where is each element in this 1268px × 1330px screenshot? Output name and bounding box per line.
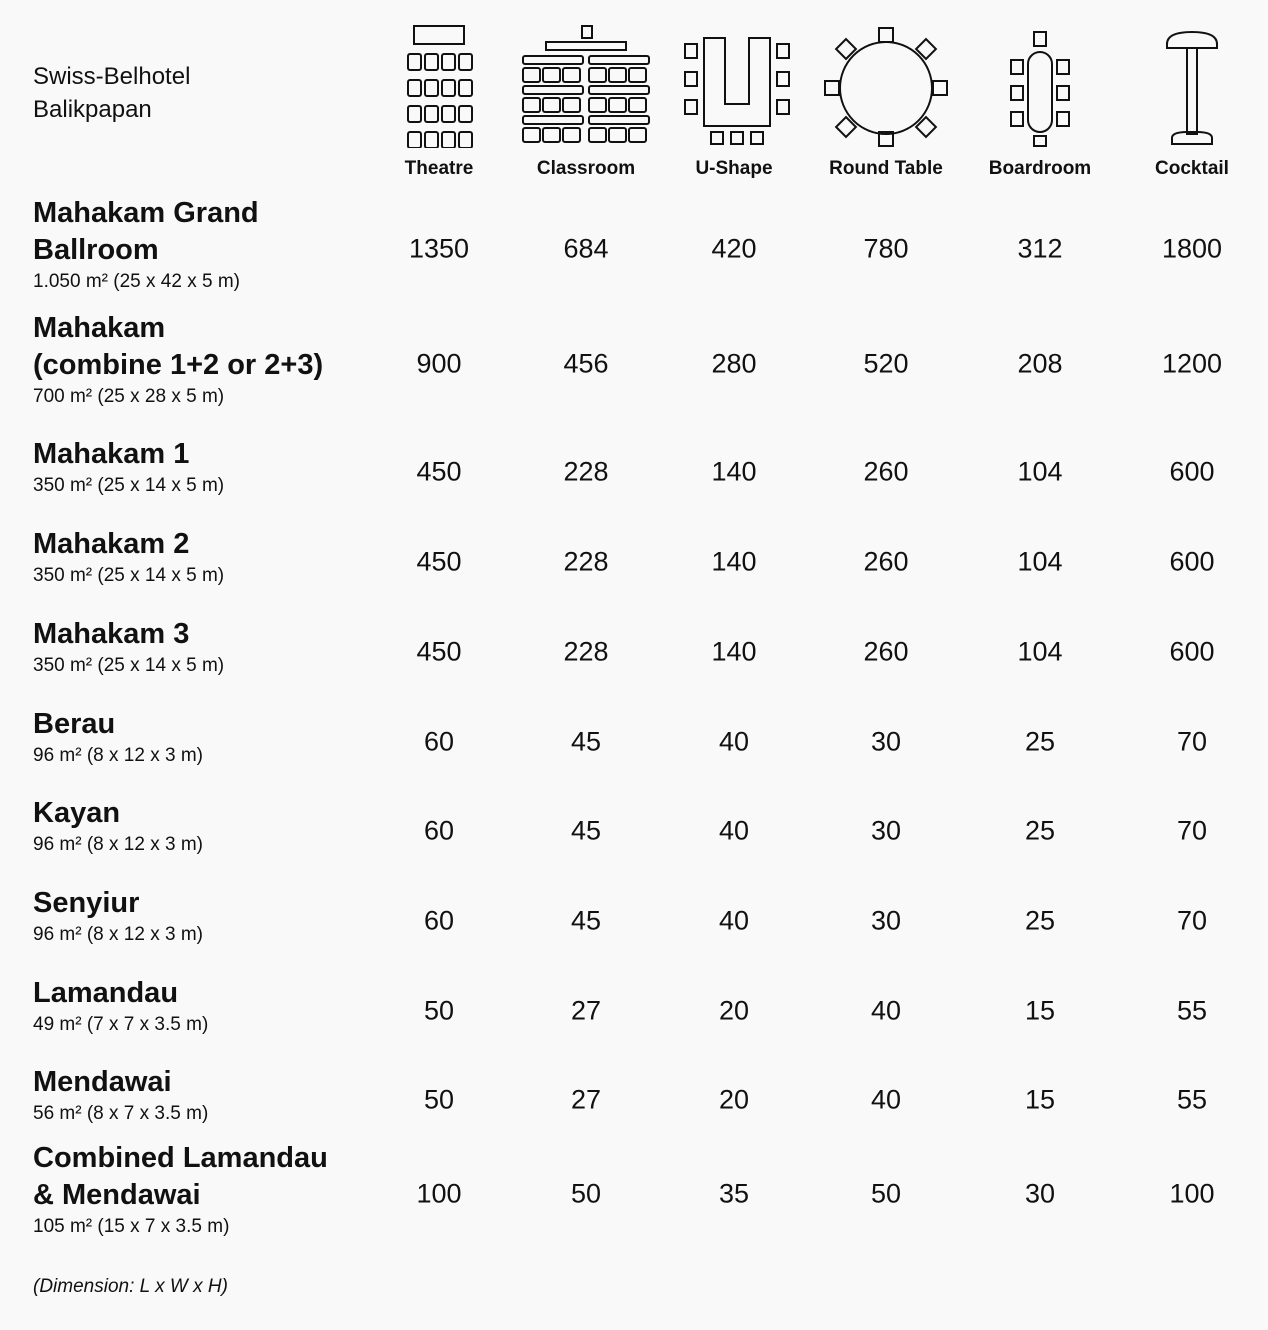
column-theatre: Theatre	[364, 24, 514, 180]
room-name-cell	[33, 616, 373, 679]
room-name-cell	[33, 526, 373, 589]
capacity-cocktail: 70	[1176, 905, 1208, 935]
room-dimensions: 96 m² (8 x 12 x 3 m)	[33, 834, 203, 855]
room-name-cell	[33, 1064, 373, 1127]
capacity-cocktail: 70	[1176, 815, 1208, 845]
hotel-name: Swiss-Belhotel Balikpapan	[33, 63, 191, 123]
room-name-cell	[33, 706, 373, 769]
capacity-boardroom: 208	[1017, 348, 1063, 379]
capacity-theatre: 100	[416, 1178, 462, 1209]
capacity-boardroom: 15	[1024, 995, 1056, 1025]
capacity-u-shape: 140	[711, 546, 757, 576]
capacity-theatre: 450	[416, 456, 462, 486]
capacity-theatre: 50	[423, 1084, 455, 1114]
room-name: Mendawai	[33, 1066, 172, 1098]
capacity-classroom: 27	[570, 995, 602, 1025]
capacity-u-shape: 140	[711, 456, 757, 486]
room-name-cell	[33, 885, 373, 948]
room-name: Mahakam 3	[33, 618, 190, 650]
capacity-boardroom: 104	[1017, 546, 1063, 576]
capacity-cocktail: 1200	[1161, 348, 1223, 379]
room-name-cell	[33, 436, 373, 499]
room-name-cell	[33, 795, 373, 858]
capacity-cocktail: 55	[1176, 995, 1208, 1025]
capacity-round-table: 40	[870, 995, 902, 1025]
capacity-theatre: 900	[416, 348, 462, 379]
capacity-cocktail: 100	[1169, 1178, 1215, 1209]
capacity-boardroom: 104	[1017, 456, 1063, 486]
capacity-round-table: 260	[863, 456, 909, 486]
capacity-cocktail: 70	[1176, 726, 1208, 756]
room-name-cell	[33, 310, 373, 410]
capacity-round-table: 30	[870, 726, 902, 756]
room-name-cell	[33, 975, 373, 1038]
room-dimensions: 350 m² (25 x 14 x 5 m)	[33, 565, 225, 586]
room-dimensions: 700 m² (25 x 28 x 5 m)	[33, 386, 225, 407]
capacity-theatre: 60	[423, 905, 455, 935]
capacity-classroom: 684	[563, 233, 609, 264]
capacity-round-table: 30	[870, 815, 902, 845]
capacity-round-table: 260	[863, 546, 909, 576]
capacity-u-shape: 140	[711, 636, 757, 666]
column-round-table: Round Table	[811, 24, 961, 180]
room-name: Mahakam Grand	[33, 197, 259, 229]
capacity-u-shape: 35	[718, 1178, 750, 1209]
capacity-classroom: 228	[563, 456, 609, 486]
capacity-classroom: 228	[563, 636, 609, 666]
capacity-classroom: 45	[570, 905, 602, 935]
capacity-u-shape: 420	[711, 233, 757, 264]
capacity-u-shape: 40	[718, 726, 750, 756]
capacity-cocktail: 55	[1176, 1084, 1208, 1114]
room-dimensions: 350 m² (25 x 14 x 5 m)	[33, 655, 225, 676]
room-name: Ballroom	[33, 234, 159, 266]
capacity-theatre: 50	[423, 995, 455, 1025]
capacity-round-table: 780	[863, 233, 909, 264]
column-u-shape: U-Shape	[659, 24, 809, 180]
room-dimensions: 350 m² (25 x 14 x 5 m)	[33, 475, 225, 496]
capacity-u-shape: 20	[718, 995, 750, 1025]
capacity-theatre: 450	[416, 636, 462, 666]
u-shape-layout-icon	[669, 24, 799, 148]
capacity-boardroom: 312	[1017, 233, 1063, 264]
capacity-boardroom: 15	[1024, 1084, 1056, 1114]
cocktail-layout-icon	[1127, 24, 1257, 148]
room-name: Mahakam 1	[33, 438, 190, 470]
capacity-round-table: 50	[870, 1178, 902, 1209]
room-name: Kayan	[33, 797, 121, 829]
room-name-cell	[33, 1140, 373, 1240]
capacity-boardroom: 25	[1024, 726, 1056, 756]
room-dimensions: 96 m² (8 x 12 x 3 m)	[33, 924, 203, 945]
capacity-classroom: 27	[570, 1084, 602, 1114]
capacity-cocktail: 600	[1169, 636, 1215, 666]
capacity-boardroom: 25	[1024, 815, 1056, 845]
capacity-cocktail: 600	[1169, 546, 1215, 576]
room-name-cell	[33, 195, 373, 295]
room-dimensions: 96 m² (8 x 12 x 3 m)	[33, 745, 203, 766]
capacity-boardroom: 104	[1017, 636, 1063, 666]
capacity-u-shape: 40	[718, 815, 750, 845]
room-name: Lamandau	[33, 977, 179, 1009]
room-dimensions: 56 m² (8 x 7 x 3.5 m)	[33, 1103, 209, 1124]
capacity-classroom: 45	[570, 726, 602, 756]
classroom-layout-icon	[521, 24, 651, 148]
capacity-round-table: 260	[863, 636, 909, 666]
room-name: Senyiur	[33, 887, 140, 919]
room-name: & Mendawai	[33, 1179, 201, 1211]
capacity-boardroom: 30	[1024, 1178, 1056, 1209]
capacity-cocktail: 1800	[1161, 233, 1223, 264]
capacity-cocktail: 600	[1169, 456, 1215, 486]
column-classroom: Classroom	[511, 24, 661, 180]
capacity-theatre: 450	[416, 546, 462, 576]
boardroom-layout-icon	[975, 24, 1105, 148]
capacity-classroom: 50	[570, 1178, 602, 1209]
capacity-u-shape: 20	[718, 1084, 750, 1114]
capacity-round-table: 30	[870, 905, 902, 935]
capacity-theatre: 1350	[408, 233, 470, 264]
room-name: Mahakam 2	[33, 528, 190, 560]
dimension-note: (Dimension: L x W x H)	[33, 1276, 228, 1297]
room-dimensions: 49 m² (7 x 7 x 3.5 m)	[33, 1014, 209, 1035]
capacity-boardroom: 25	[1024, 905, 1056, 935]
room-name: Mahakam	[33, 312, 166, 344]
column-cocktail: Cocktail	[1117, 24, 1267, 180]
capacity-classroom: 456	[563, 348, 609, 379]
capacity-classroom: 228	[563, 546, 609, 576]
capacity-u-shape: 40	[718, 905, 750, 935]
capacity-round-table: 40	[870, 1084, 902, 1114]
column-boardroom: Boardroom	[965, 24, 1115, 180]
round-table-layout-icon	[821, 24, 951, 148]
capacity-theatre: 60	[423, 815, 455, 845]
theatre-layout-icon	[374, 24, 504, 148]
room-name: Berau	[33, 708, 116, 740]
capacity-round-table: 520	[863, 348, 909, 379]
room-dimensions: 105 m² (15 x 7 x 3.5 m)	[33, 1216, 230, 1237]
capacity-classroom: 45	[570, 815, 602, 845]
capacity-theatre: 60	[423, 726, 455, 756]
room-name: Combined Lamandau	[33, 1142, 328, 1174]
capacity-u-shape: 280	[711, 348, 757, 379]
room-name: (combine 1+2 or 2+3)	[33, 349, 324, 381]
room-dimensions: 1.050 m² (25 x 42 x 5 m)	[33, 271, 240, 292]
